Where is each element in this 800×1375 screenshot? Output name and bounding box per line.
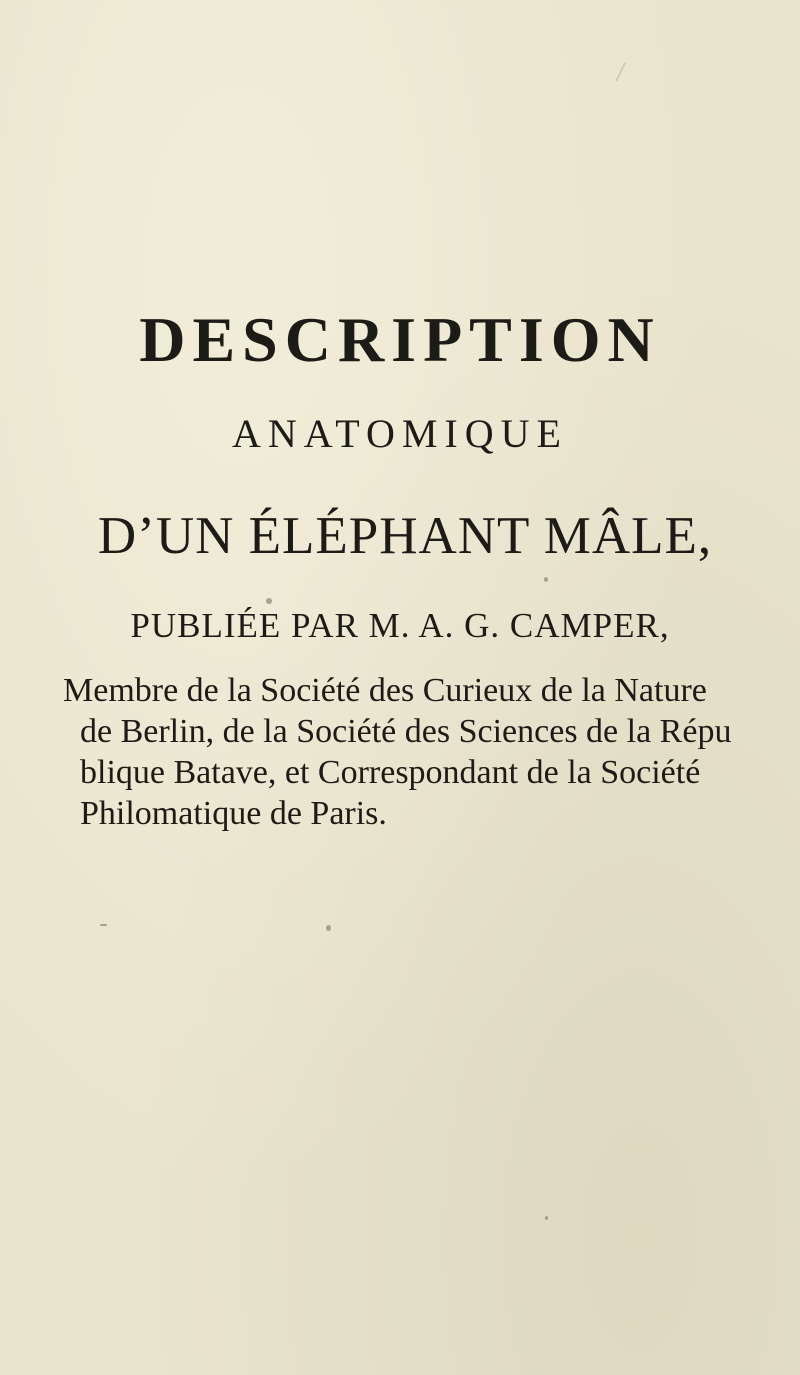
page-subtitle: ANATOMIQUE (232, 411, 568, 456)
work-subject: D’UN ÉLÉPHANT MÂLE, (97, 507, 713, 565)
affiliation-line: Philomatique de Paris. (80, 795, 387, 832)
affiliation-line: blique Batave, et Correspondant de la Société (80, 754, 701, 791)
ink-speck (545, 1216, 548, 1220)
corner-pencil-mark: / (617, 60, 625, 85)
affiliation-line: de Berlin, de la Société des Sciences de la Répu (80, 713, 732, 750)
publisher-line: PUBLIÉE PAR M. A. G. CAMPER, (130, 606, 670, 645)
affiliation-line: Membre de la Société des Curieux de la Nature (63, 672, 707, 709)
author-affiliation (63, 670, 738, 834)
page-title: DESCRIPTION (139, 304, 661, 375)
ink-speck (326, 925, 331, 931)
ink-speck (544, 577, 548, 582)
ink-speck (100, 924, 107, 926)
ink-speck (266, 598, 272, 604)
